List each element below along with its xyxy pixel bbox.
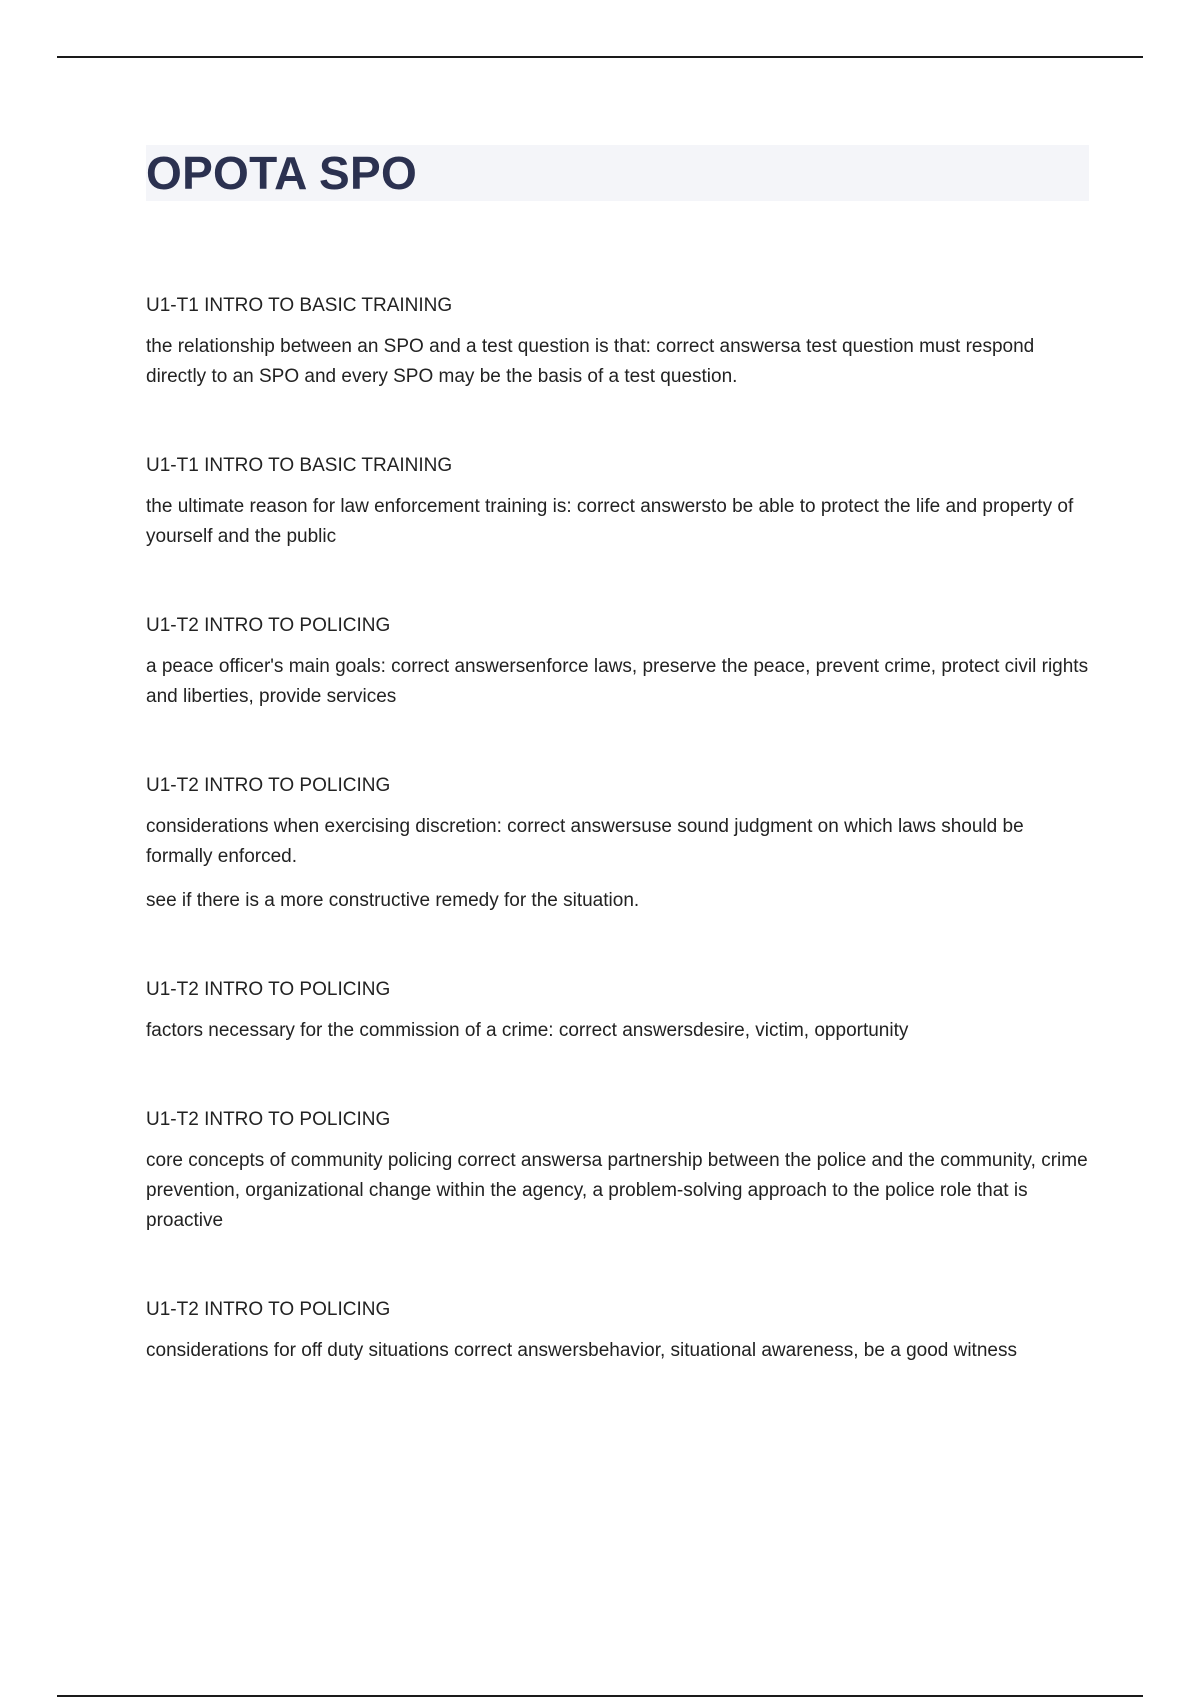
entry-topic: U1-T2 INTRO TO POLICING <box>146 615 391 636</box>
spacer <box>146 392 1089 455</box>
entry-topic: U1-T1 INTRO TO BASIC TRAINING <box>146 295 453 316</box>
entry <box>146 1299 1089 1366</box>
entry-text: considerations when exercising discretion: correct answersuse sound judgment on which laws should be formally enforced. <box>146 816 1024 867</box>
entry-text: the ultimate reason for law enforcement training is: correct answersto be able to protect the life and property of yourself and the public <box>146 496 1074 547</box>
title-banner <box>146 145 1089 201</box>
spacer <box>146 712 1089 775</box>
document-title: OPOTA SPO <box>146 147 418 199</box>
entry-text: factors necessary for the commission of a crime: correct answersdesire, victim, opportunity <box>146 1020 909 1041</box>
header-rule <box>57 56 1143 58</box>
entry <box>146 979 1089 1046</box>
entry-topic: U1-T2 INTRO TO POLICING <box>146 1299 391 1320</box>
spacer <box>146 916 1089 979</box>
entry-topic: U1-T2 INTRO TO POLICING <box>146 1109 391 1130</box>
spacer <box>146 1236 1089 1299</box>
entry-topic: U1-T2 INTRO TO POLICING <box>146 775 391 796</box>
entry <box>146 1109 1089 1236</box>
footer-rule <box>57 1695 1143 1697</box>
entry-list <box>146 295 1089 1366</box>
entry <box>146 455 1089 552</box>
entry-text: the relationship between an SPO and a test question is that: correct answersa test question must respond directly to an SPO and every SPO may be the basis of a test question. <box>146 336 1035 387</box>
entry-topic: U1-T1 INTRO TO BASIC TRAINING <box>146 455 453 476</box>
entry-text: a peace officer's main goals: correct answersenforce laws, preserve the peace, prevent crime, protect civil rights and liberties, provide services <box>146 656 1089 707</box>
entry-text: see if there is a more constructive remedy for the situation. <box>146 890 640 911</box>
entry <box>146 775 1089 916</box>
entry-text: core concepts of community policing correct answersa partnership between the police and the community, crime prevention, organizational change within the agency, a problem-solving approach to the police role that is proactive <box>146 1150 1088 1231</box>
spacer <box>146 552 1089 615</box>
document-body <box>146 145 1089 1366</box>
entry-text: considerations for off duty situations correct answersbehavior, situational awareness, be a good witness <box>146 1340 1017 1361</box>
entry <box>146 295 1089 392</box>
spacer <box>146 1046 1089 1109</box>
entry-topic: U1-T2 INTRO TO POLICING <box>146 979 391 1000</box>
entry <box>146 615 1089 712</box>
